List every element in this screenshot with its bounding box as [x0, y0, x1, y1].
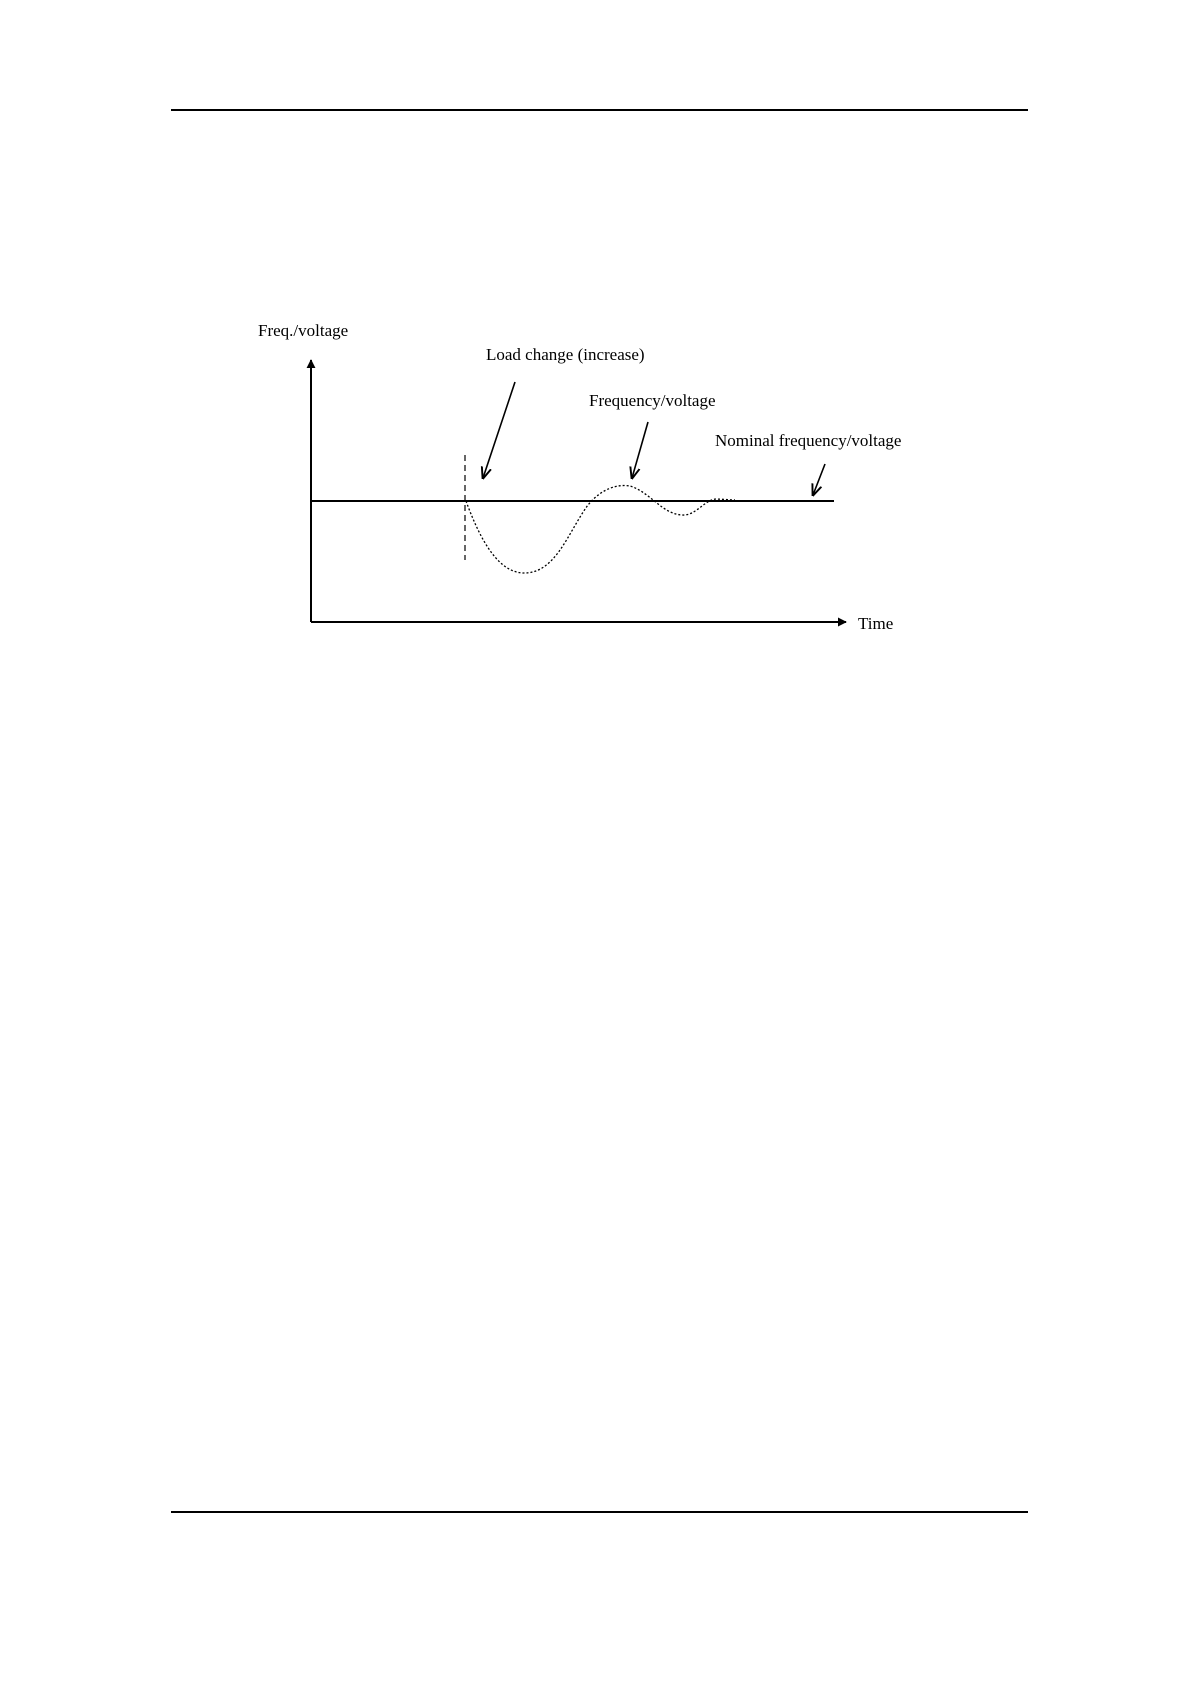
footer-rule: [171, 1511, 1028, 1513]
nominal-arrow: [813, 464, 825, 495]
frequency-voltage-label: Frequency/voltage: [589, 391, 716, 410]
x-axis-label: Time: [858, 614, 894, 633]
y-axis-label: Freq./voltage: [258, 321, 349, 340]
frequency-response-curve: [466, 486, 735, 573]
nominal-label: Nominal frequency/voltage: [715, 431, 902, 450]
load-change-label: Load change (increase): [486, 345, 645, 364]
load-change-arrow: [483, 382, 515, 478]
frequency-voltage-arrow: [632, 422, 648, 478]
